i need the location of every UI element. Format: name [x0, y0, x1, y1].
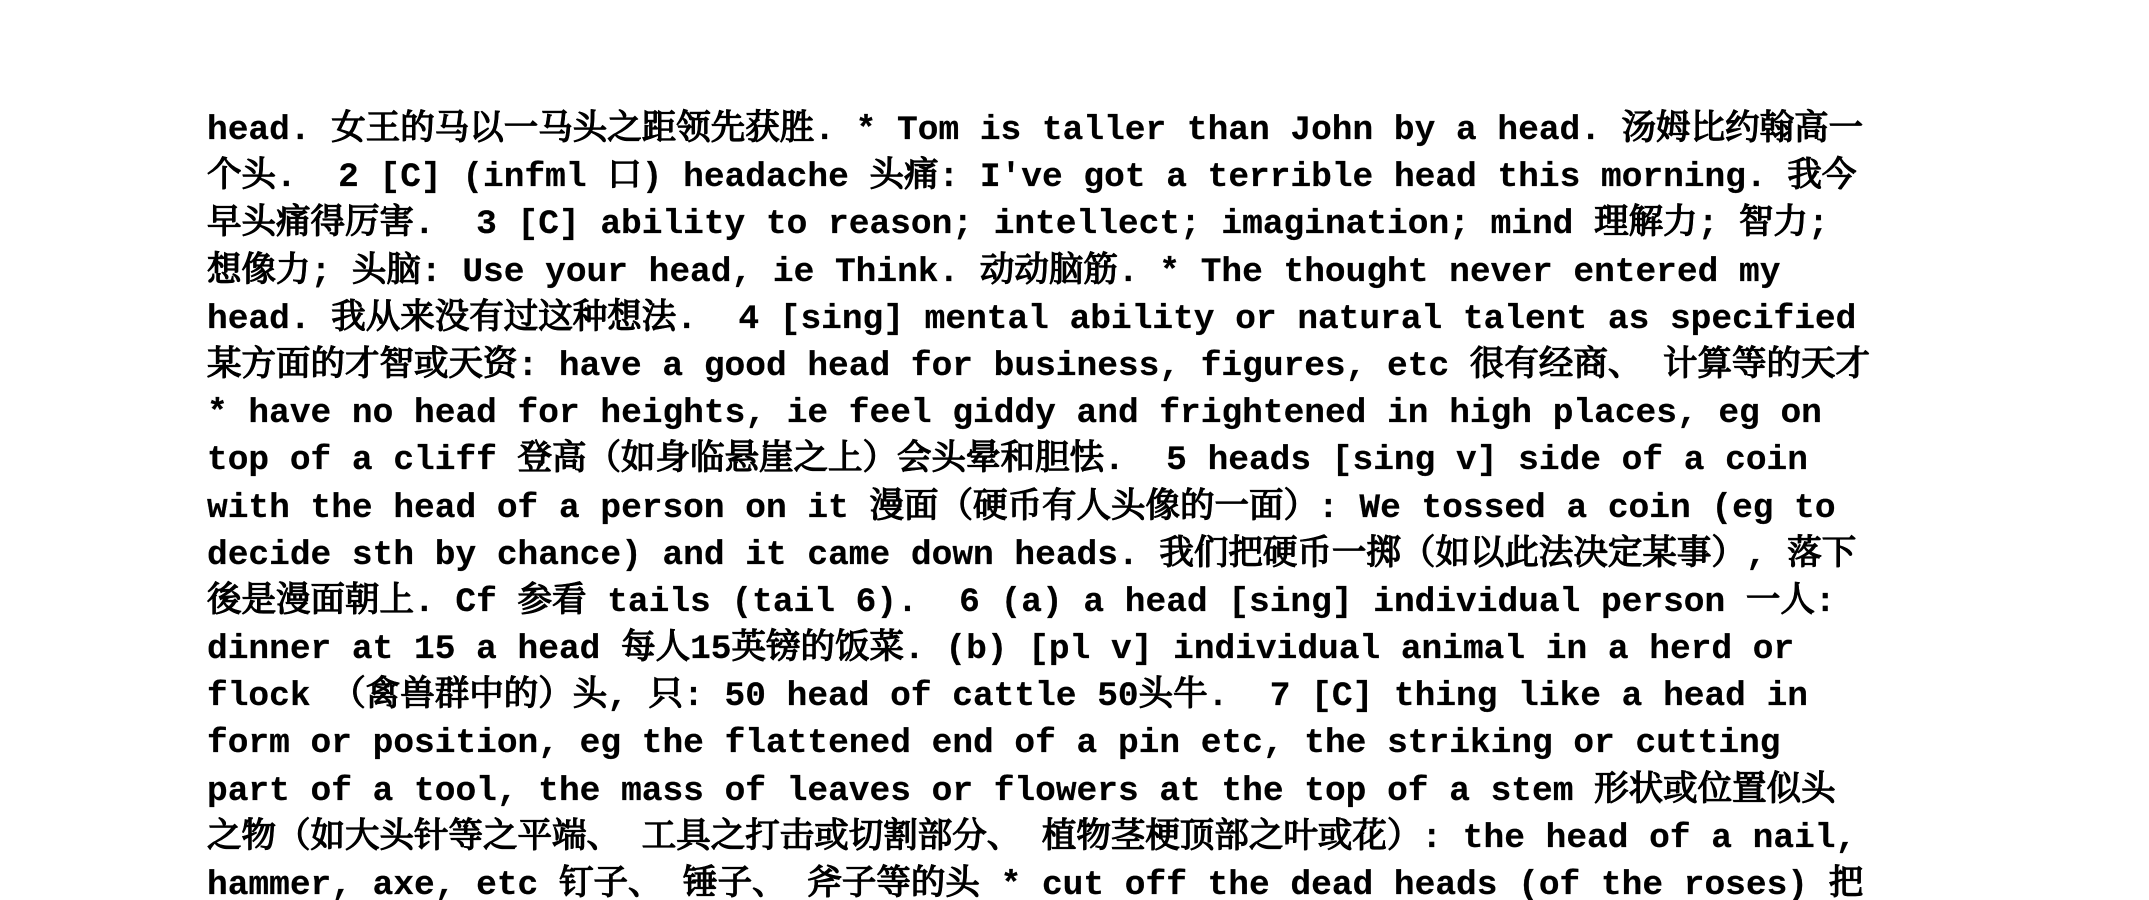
- text-line: dinner at 15 a head 每人15英镑的饭菜. (b) [pl v] individual animal in a herd or: [207, 630, 1795, 670]
- text-line: hammer, axe, etc 钉子、 锤子、 斧子等的头 * cut off the dead heads (of the roses) 把: [207, 866, 1864, 900]
- text-line: form or position, eg the flattened end of a pin etc, the striking or cutting: [207, 724, 1781, 764]
- text-line: 想像力; 头脑: Use your head, ie Think. 动动脑筋. * The thought never entered my: [207, 252, 1781, 292]
- text-line: head. 女王的马以一马头之距领先获胜. * Tom is taller than John by a head. 汤姆比约翰高一: [207, 111, 1864, 150]
- text-line: head. 我从来没有过这种想法. 4 [sing] mental ability or natural talent as specified: [207, 299, 1857, 339]
- text-line: * have no head for heights, ie feel giddy and frightened in high places, eg on: [207, 394, 1822, 434]
- text-line: 後是漫面朝上. Cf 参看 tails (tail 6). 6 (a) a head [sing] individual person 一人:: [207, 582, 1836, 622]
- text-line: 之物（如大头针等之平端、 工具之打击或切割部分、 植物茎梗顶部之叶或花）: the head of a nail,: [207, 818, 1857, 858]
- text-line: 某方面的才智或天资: have a good head for business, figures, etc 很有经商、 计算等的天才: [207, 346, 1871, 386]
- text-line: 个头. 2 [C] (infml 口) headache 头痛: I've got a terrible head this morning. 我今: [207, 158, 1857, 198]
- dictionary-entry-text: [207, 107, 2107, 900]
- text-line: decide sth by chance) and it came down heads. 我们把硬币一掷（如以此法决定某事）, 落下: [207, 535, 1857, 575]
- text-line: with the head of a person on it 漫面（硬币有人头像的一面）: We tossed a coin (eg to: [207, 488, 1836, 528]
- text-line: top of a cliff 登高（如身临悬崖之上）会头晕和胆怯. 5 heads [sing v] side of a coin: [207, 441, 1808, 481]
- text-line: 早头痛得厉害. 3 [C] ability to reason; intellect; imagination; mind 理解力; 智力;: [207, 205, 1829, 245]
- text-line: part of a tool, the mass of leaves or flowers at the top of a stem 形状或位置似头: [207, 771, 1836, 811]
- text-line: flock （禽兽群中的）头, 只: 50 head of cattle 50头牛. 7 [C] thing like a head in: [207, 677, 1808, 717]
